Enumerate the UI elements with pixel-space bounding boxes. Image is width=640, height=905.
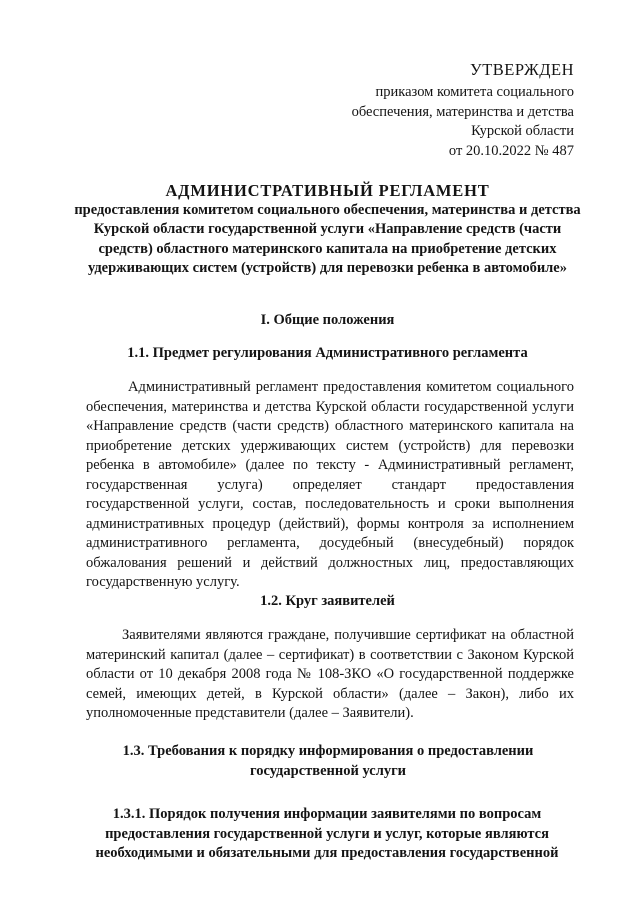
approval-line: обеспечения, материнства и детства (351, 103, 574, 120)
section-1-2-heading: 1.2. Круг заявителей (260, 593, 395, 609)
approval-line: приказом комитета социального (375, 84, 574, 100)
document-subtitle: предоставления комитетом социального обеспечения, материнства и детства Курской области государственной услуги «Направление средств (части средств) областного материнского капитала на приобретение детских удерживающих систем (устройств) для перевозки ребенка в автомобиле» (74, 202, 581, 277)
document-title-block (70, 181, 585, 279)
section-1-1-heading: 1.1. Предмет регулирования Административного регламента (127, 345, 528, 361)
approval-heading: УТВЕРЖДЕН (470, 60, 574, 79)
approval-stamp (352, 58, 574, 161)
document-title: АДМИНИСТРАТИВНЫЙ РЕГЛАМЕНТ (165, 181, 490, 200)
section-1-3-1-heading: 1.3.1. Порядок получения информации заявителями по вопросам предоставления государственной услуги и услуг, которые являются необходимыми и обязательными для предоставления государственной (95, 806, 559, 861)
section-1-3-heading: 1.3. Требования к порядку информирования о предоставлении государственной услуги (122, 743, 534, 779)
approval-line: Курской области (471, 123, 574, 139)
section-1-1-text: Административный регламент предоставления комитетом социального обеспечения, материнства и детства Курской области государственной услуги «Направление средств (части средств) областного материнского капитала на приобретение детских удерживающих систем (устройств) для перевозки ребенка в автомобиле» (далее по тексту - Административный регламент, государственная услуга) определяет стандарт предоставления государственной услуги, состав, последовательность и сроки выполнения административных процедур (действий), формы контроля за исполнением административного регламента, досудебный (внесудебный) порядок обжалования решений и действий должностных лиц, предоставляющих государственную услугу. (86, 379, 574, 590)
section-1-2-text: Заявителями являются граждане, получившие сертификат на областной материнский капитал (далее – сертификат) в соответствии с Законом Курской области от 10 декабря 2008 года № 108-ЗКО «О государственной поддержке семей, имеющих детей, в Курской области» (далее – Закон), либо их уполномоченные представители (далее – Заявители). (86, 627, 574, 721)
approval-date: от 20.10.2022 № 487 (448, 142, 574, 159)
section-general-heading: I. Общие положения (260, 312, 395, 328)
